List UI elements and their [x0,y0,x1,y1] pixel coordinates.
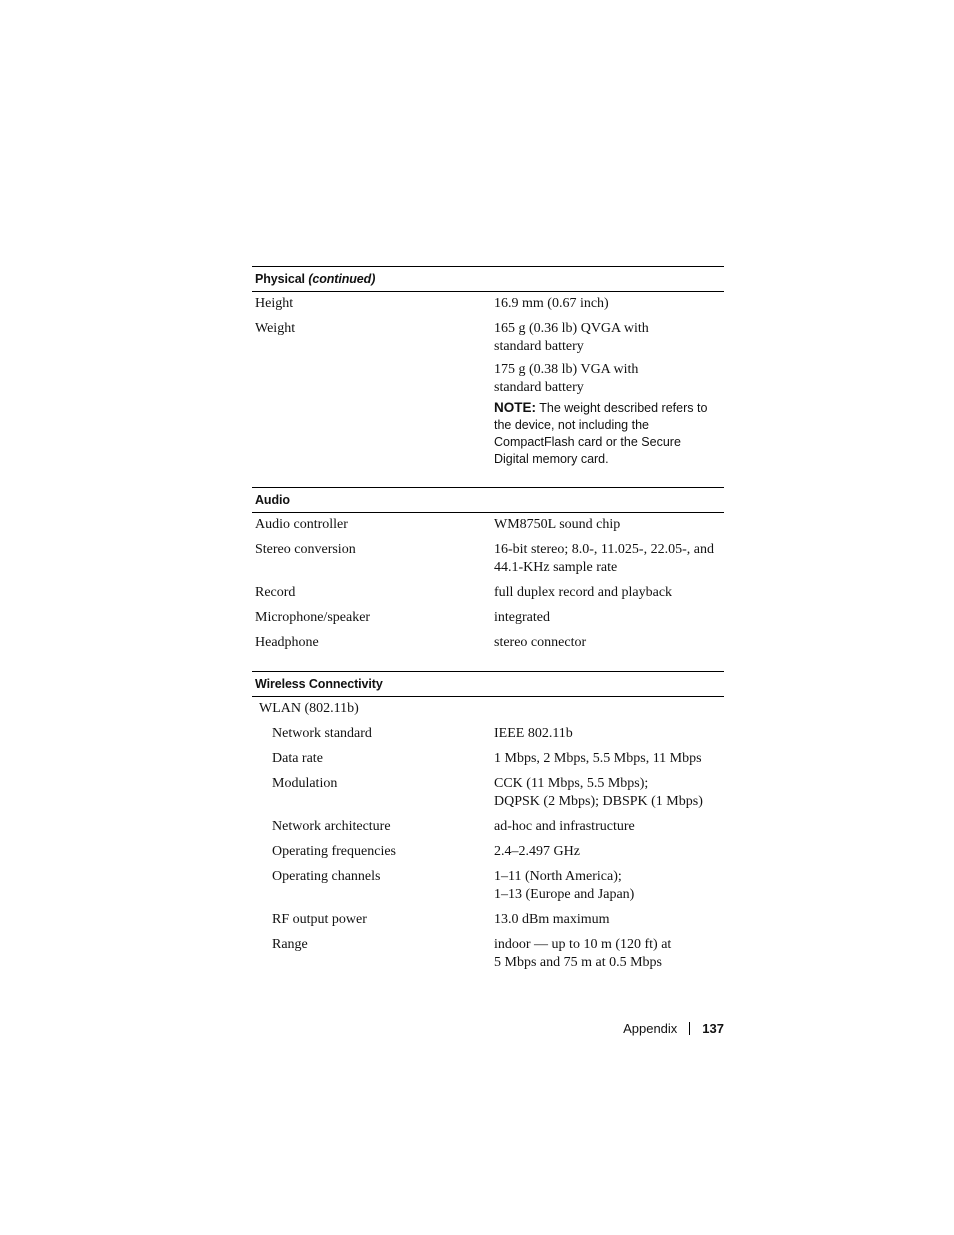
footer-section-name: Appendix [623,1021,678,1036]
spec-value [494,868,724,904]
spec-row [252,774,724,817]
spec-row [252,910,724,935]
spec-table [252,266,724,978]
spec-value [494,634,724,652]
spec-value-line: WM8750L sound chip [494,517,621,532]
section-wireless [252,671,724,978]
spec-label: Modulation [272,776,338,791]
spec-value-line: ad-hoc and infrastructure [494,819,635,834]
spec-value [494,320,724,468]
spec-value [494,843,724,861]
section-heading [252,487,724,513]
section-title: Wireless Connectivity [255,677,383,691]
spec-value-line: 1–13 (Europe and Japan) [494,887,635,902]
spec-label: RF output power [272,912,367,927]
page-footer [600,1019,724,1039]
section-heading [252,671,724,697]
spec-value-line: full duplex record and playback [494,585,673,600]
spec-group-label: WLAN (802.11b) [259,701,359,716]
spec-label: Microphone/speaker [255,610,371,625]
spec-value [494,295,724,313]
spec-label: Network standard [272,726,372,741]
spec-row [252,319,724,474]
spec-value [494,725,724,743]
spec-value-line: standard battery [494,380,584,395]
spec-label: Operating frequencies [272,844,396,859]
spec-value [494,818,724,836]
spec-label: Range [272,937,308,952]
spec-row [252,867,724,910]
spec-value-line: DQPSK (2 Mbps); DBSPK (1 Mbps) [494,794,703,809]
note-label: NOTE: [494,400,536,415]
spec-row [252,935,724,978]
spec-value [494,516,724,534]
note-box [494,399,724,468]
spec-value [494,775,724,811]
spec-value-line: IEEE 802.11b [494,726,573,741]
spec-value [494,750,724,768]
spec-value [494,609,724,627]
spec-row [252,515,724,540]
spec-row [252,540,724,583]
note-text-line: The weight described refers to [539,401,708,415]
spec-value-line: 1 Mbps, 2 Mbps, 5.5 Mbps, 11 Mbps [494,751,702,766]
spec-label: Height [255,296,294,311]
spec-row [252,294,724,319]
spec-row [252,817,724,842]
spec-value-line: 5 Mbps and 75 m at 0.5 Mbps [494,955,662,970]
spec-value-line: 16-bit stereo; 8.0-, 11.025-, 22.05-, and [494,542,714,557]
spec-value-line: stereo connector [494,635,587,650]
spec-value-line: 44.1-KHz sample rate [494,560,618,575]
section-heading [252,266,724,292]
spec-value-line: 1–11 (North America); [494,869,622,884]
spec-value [494,541,724,577]
footer-separator [689,1022,690,1035]
spec-label: Operating channels [272,869,381,884]
section-audio [252,487,724,658]
spec-row [252,583,724,608]
spec-label: Record [255,585,296,600]
spec-value [494,936,724,972]
spec-label: Network architecture [272,819,391,834]
spec-row [252,633,724,658]
spec-value-line: CCK (11 Mbps, 5.5 Mbps); [494,776,649,791]
spec-label: Data rate [272,751,323,766]
spec-label: Headphone [255,635,319,650]
section-title-suffix: (continued) [308,272,376,286]
spec-value [494,911,724,929]
spec-row [252,749,724,774]
spec-row [252,724,724,749]
spec-value-line: 2.4–2.497 GHz [494,844,580,859]
spec-value [494,584,724,602]
spec-value-line: 165 g (0.36 lb) QVGA with [494,321,649,336]
spec-value-line: standard battery [494,339,584,354]
spec-row [252,608,724,633]
section-title: Audio [255,493,290,507]
spec-value-line: 16.9 mm (0.67 inch) [494,296,609,311]
spec-group-row [252,699,724,724]
spec-label: Stereo conversion [255,542,356,557]
spec-label: Audio controller [255,517,348,532]
spec-value-line: integrated [494,610,550,625]
note-text-line: the device, not including the [494,418,649,432]
spec-row [252,842,724,867]
note-text-line: CompactFlash card or the Secure [494,435,681,449]
section-physical [252,266,724,474]
note-text-line: Digital memory card. [494,452,609,466]
spec-value-line: 13.0 dBm maximum [494,912,610,927]
spec-value-line: indoor — up to 10 m (120 ft) at [494,937,672,952]
page-number: 137 [702,1021,724,1036]
spec-value-line: 175 g (0.38 lb) VGA with [494,362,639,377]
spec-label: Weight [255,321,296,336]
section-title: Physical [255,272,305,286]
